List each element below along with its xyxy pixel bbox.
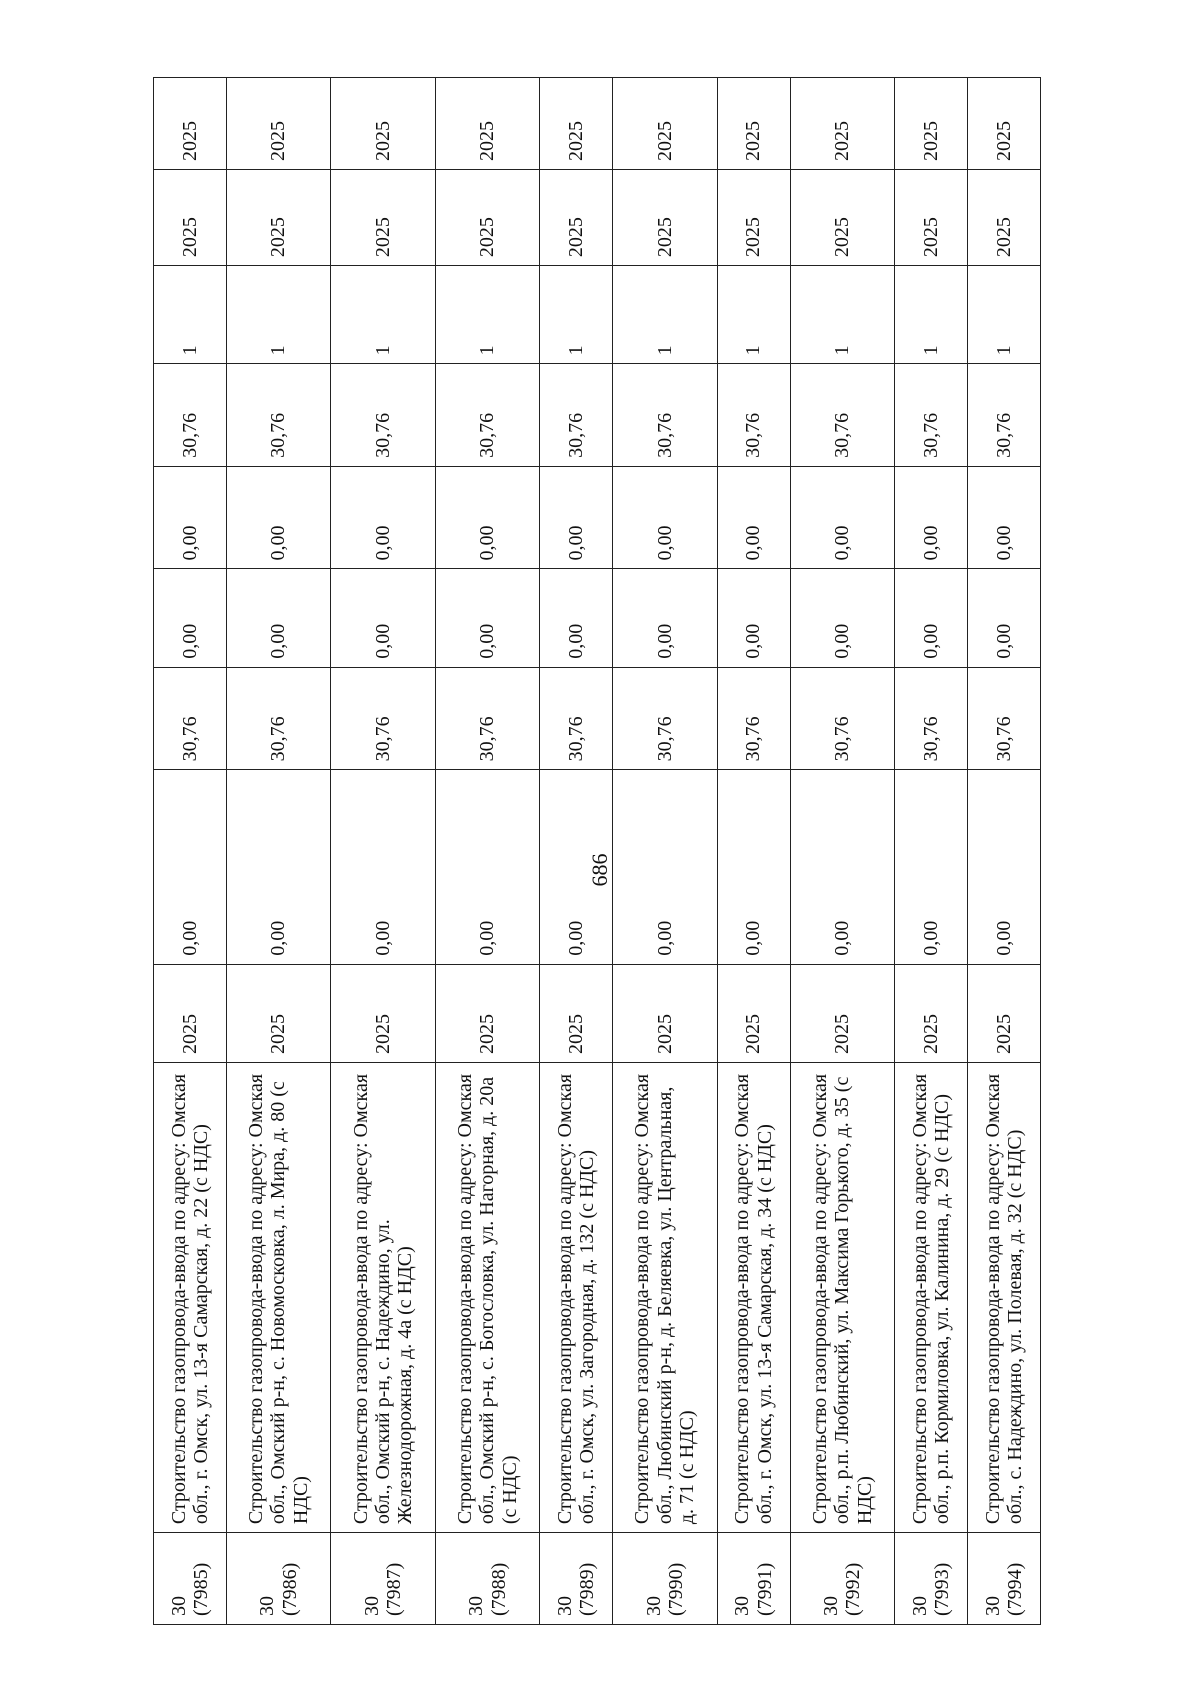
- quantity-text: 1: [178, 345, 201, 356]
- row-number: 30: [256, 1596, 279, 1616]
- year-b-text: 2025: [992, 120, 1015, 161]
- year-a-text: 2025: [267, 217, 290, 258]
- value-1-text: 0,00: [178, 920, 201, 956]
- start-year-text: 2025: [371, 1014, 394, 1055]
- start-year-cell: [967, 964, 1040, 1062]
- value-3-text: 0,00: [178, 623, 201, 659]
- object-name-text: Строительство газопровода-ввода по адресу: Омская обл., г. Омск, ул. 13-я Самарская, д. 22 (с НДС): [167, 1073, 212, 1525]
- start-year-text: 2025: [565, 1014, 588, 1055]
- rotated-table-wrapper: [153, 77, 1041, 1625]
- value-1-text: 0,00: [371, 920, 394, 956]
- start-year-text: 2025: [831, 1014, 854, 1055]
- value-2-cell: [717, 667, 790, 770]
- year-a-text: 2025: [653, 217, 676, 258]
- year-b-cell: [895, 78, 968, 170]
- year-a-text: 2025: [565, 217, 588, 258]
- value-2-cell: [790, 667, 894, 770]
- row-number: 30: [167, 1596, 190, 1616]
- year-a-cell: [331, 169, 435, 265]
- year-a-text: 2025: [178, 217, 201, 258]
- start-year-cell: [790, 964, 894, 1062]
- value-3-cell: [435, 569, 539, 667]
- start-year-cell: [154, 964, 227, 1062]
- value-3-cell: [967, 569, 1040, 667]
- value-1-cell: [613, 770, 717, 964]
- quantity-cell: [226, 266, 330, 364]
- value-1-cell: [790, 770, 894, 964]
- year-b-text: 2025: [831, 120, 854, 161]
- start-year-cell: [435, 964, 539, 1062]
- row-number: 30: [731, 1596, 754, 1616]
- value-4-text: 0,00: [742, 525, 765, 561]
- value-2-text: 30,76: [919, 716, 942, 762]
- row-code: (7985): [189, 1562, 212, 1616]
- value-3-text: 0,00: [267, 623, 290, 659]
- row-number: 30: [908, 1596, 931, 1616]
- value-5-text: 30,76: [653, 412, 676, 458]
- start-year-cell: [540, 964, 613, 1062]
- value-5-text: 30,76: [476, 412, 499, 458]
- value-4-text: 0,00: [831, 525, 854, 561]
- object-name-text: Строительство газопровода-ввода по адресу: Омская обл., р.п. Кормиловка, ул. Калинина, д. 29 (с НДС): [908, 1073, 953, 1525]
- start-year-text: 2025: [267, 1014, 290, 1055]
- value-3-cell: [613, 569, 717, 667]
- object-name-cell: [790, 1063, 894, 1533]
- quantity-cell: [540, 266, 613, 364]
- value-1-text: 0,00: [267, 920, 290, 956]
- row-number: 30: [465, 1596, 488, 1616]
- value-1-cell: [226, 770, 330, 964]
- value-3-text: 0,00: [371, 623, 394, 659]
- value-4-text: 0,00: [653, 525, 676, 561]
- value-3-text: 0,00: [992, 623, 1015, 659]
- object-name-text: Строительство газопровода-ввода по адресу: Омская обл., Омский р-н, с. Надеждино, ул. Железнодорожная, д. 4а (с НДС): [349, 1073, 417, 1525]
- table-row: [154, 78, 227, 1625]
- value-1-text: 0,00: [565, 920, 588, 956]
- value-5-cell: [895, 364, 968, 467]
- object-name-cell: [717, 1063, 790, 1533]
- value-3-text: 0,00: [831, 623, 854, 659]
- value-1-text: 0,00: [476, 920, 499, 956]
- value-2-cell: [154, 667, 227, 770]
- value-5-text: 30,76: [919, 412, 942, 458]
- year-a-cell: [895, 169, 968, 265]
- object-name-text: Строительство газопровода-ввода по адресу: Омская обл., г. Омск, ул. Загородная, д. 132 (с НДС): [553, 1073, 599, 1525]
- value-2-text: 30,76: [565, 716, 588, 762]
- quantity-cell: [967, 266, 1040, 364]
- start-year-text: 2025: [742, 1014, 765, 1055]
- row-code: (7986): [278, 1562, 301, 1616]
- value-4-text: 0,00: [267, 525, 290, 561]
- value-3-cell: [895, 569, 968, 667]
- object-name-cell: [331, 1063, 435, 1533]
- row-code: (7989): [576, 1562, 599, 1616]
- row-number-cell: [154, 1533, 227, 1625]
- object-name-cell: [226, 1063, 330, 1533]
- row-number: 30: [553, 1596, 576, 1616]
- value-5-cell: [613, 364, 717, 467]
- year-b-text: 2025: [178, 120, 201, 161]
- table-body: [154, 78, 1041, 1625]
- row-number-cell: [895, 1533, 968, 1625]
- row-number-cell: [717, 1533, 790, 1625]
- value-2-cell: [895, 667, 968, 770]
- year-b-text: 2025: [653, 120, 676, 161]
- year-b-cell: [226, 78, 330, 170]
- value-5-cell: [790, 364, 894, 467]
- value-2-text: 30,76: [742, 716, 765, 762]
- year-a-cell: [790, 169, 894, 265]
- row-number: 30: [642, 1596, 665, 1616]
- value-2-cell: [540, 667, 613, 770]
- quantity-cell: [717, 266, 790, 364]
- object-name-cell: [895, 1063, 968, 1533]
- year-a-text: 2025: [992, 217, 1015, 258]
- value-5-text: 30,76: [831, 412, 854, 458]
- quantity-text: 1: [565, 345, 588, 356]
- value-1-cell: [895, 770, 968, 964]
- year-b-cell: [717, 78, 790, 170]
- value-1-text: 0,00: [992, 920, 1015, 956]
- quantity-text: 1: [742, 345, 765, 356]
- value-4-cell: [790, 466, 894, 569]
- row-code: (7993): [930, 1562, 953, 1616]
- value-5-cell: [154, 364, 227, 467]
- year-a-cell: [540, 169, 613, 265]
- value-2-text: 30,76: [992, 716, 1015, 762]
- row-number-cell: [226, 1533, 330, 1625]
- row-number-cell: [331, 1533, 435, 1625]
- value-2-text: 30,76: [476, 716, 499, 762]
- value-5-cell: [226, 364, 330, 467]
- year-a-cell: [613, 169, 717, 265]
- value-3-text: 0,00: [476, 623, 499, 659]
- table-row: [790, 78, 894, 1625]
- value-5-text: 30,76: [178, 412, 201, 458]
- value-1-cell: [717, 770, 790, 964]
- table-row: [967, 78, 1040, 1625]
- start-year-text: 2025: [178, 1014, 201, 1055]
- year-a-text: 2025: [476, 217, 499, 258]
- year-a-cell: [226, 169, 330, 265]
- quantity-cell: [154, 266, 227, 364]
- value-5-text: 30,76: [371, 412, 394, 458]
- row-number-cell: [540, 1533, 613, 1625]
- object-name-cell: [613, 1063, 717, 1533]
- year-a-cell: [435, 169, 539, 265]
- row-code: (7987): [383, 1562, 406, 1616]
- value-2-cell: [331, 667, 435, 770]
- value-4-text: 0,00: [565, 525, 588, 561]
- value-2-cell: [226, 667, 330, 770]
- value-3-cell: [790, 569, 894, 667]
- value-5-cell: [717, 364, 790, 467]
- table-row: [226, 78, 330, 1625]
- year-a-cell: [154, 169, 227, 265]
- value-2-text: 30,76: [267, 716, 290, 762]
- value-1-cell: [967, 770, 1040, 964]
- value-1-text: 0,00: [742, 920, 765, 956]
- row-number-cell: [613, 1533, 717, 1625]
- value-4-text: 0,00: [371, 525, 394, 561]
- object-name-text: Строительство газопровода-ввода по адресу: Омская обл., Любинский р-н, д. Беляевка, ул. Центральная, д. 71 (с НДС): [631, 1073, 699, 1525]
- object-name-text: Строительство газопровода-ввода по адресу: Омская обл., г. Омск, ул. 13-я Самарская, д. 34 (с НДС): [731, 1073, 776, 1525]
- table-row: [613, 78, 717, 1625]
- quantity-cell: [331, 266, 435, 364]
- year-b-text: 2025: [267, 120, 290, 161]
- quantity-text: 1: [919, 345, 942, 356]
- value-1-cell: [154, 770, 227, 964]
- object-name-cell: [540, 1063, 613, 1533]
- year-b-text: 2025: [742, 120, 765, 161]
- row-number: 30: [819, 1596, 842, 1616]
- year-b-text: 2025: [919, 120, 942, 161]
- object-name-text: Строительство газопровода-ввода по адресу: Омская обл., Омский р-н, с. Новомосковка, л. Мира, д. 80 (с НДС): [245, 1073, 312, 1525]
- value-4-text: 0,00: [919, 525, 942, 561]
- quantity-text: 1: [831, 345, 854, 356]
- table-row: [540, 78, 613, 1625]
- value-4-cell: [613, 466, 717, 569]
- year-b-cell: [154, 78, 227, 170]
- value-3-cell: [540, 569, 613, 667]
- value-2-text: 30,76: [831, 716, 854, 762]
- value-1-cell: [331, 770, 435, 964]
- quantity-cell: [435, 266, 539, 364]
- quantity-text: 1: [371, 345, 394, 356]
- value-5-text: 30,76: [565, 412, 588, 458]
- value-1-text: 0,00: [919, 920, 942, 956]
- value-2-text: 30,76: [178, 716, 201, 762]
- start-year-text: 2025: [992, 1014, 1015, 1055]
- value-5-cell: [331, 364, 435, 467]
- start-year-cell: [717, 964, 790, 1062]
- start-year-text: 2025: [919, 1014, 942, 1055]
- object-name-cell: [154, 1063, 227, 1533]
- year-b-text: 2025: [565, 120, 588, 161]
- quantity-text: 1: [476, 345, 499, 356]
- year-b-text: 2025: [371, 120, 394, 161]
- value-1-cell: [435, 770, 539, 964]
- year-a-text: 2025: [742, 217, 765, 258]
- start-year-text: 2025: [476, 1014, 499, 1055]
- row-number: 30: [360, 1596, 383, 1616]
- year-a-text: 2025: [831, 217, 854, 258]
- value-4-text: 0,00: [178, 525, 201, 561]
- quantity-cell: [895, 266, 968, 364]
- year-b-cell: [613, 78, 717, 170]
- data-table: [153, 77, 1041, 1625]
- value-5-text: 30,76: [267, 412, 290, 458]
- value-2-cell: [967, 667, 1040, 770]
- year-b-cell: [331, 78, 435, 170]
- year-b-cell: [540, 78, 613, 170]
- table-row: [895, 78, 968, 1625]
- row-code: (7990): [664, 1562, 687, 1616]
- value-3-cell: [154, 569, 227, 667]
- value-1-text: 0,00: [653, 920, 676, 956]
- value-3-cell: [717, 569, 790, 667]
- object-name-text: Строительство газопровода-ввода по адресу: Омская обл., р.п. Любинский, ул. Максима Горького, д. 35 (с НДС): [808, 1073, 876, 1525]
- value-3-text: 0,00: [565, 623, 588, 659]
- table-row: [435, 78, 539, 1625]
- year-b-cell: [967, 78, 1040, 170]
- object-name-cell: [967, 1063, 1040, 1533]
- value-4-text: 0,00: [992, 525, 1015, 561]
- value-5-cell: [967, 364, 1040, 467]
- value-3-text: 0,00: [919, 623, 942, 659]
- start-year-cell: [895, 964, 968, 1062]
- row-code: (7994): [1003, 1562, 1026, 1616]
- row-code: (7991): [753, 1562, 776, 1616]
- value-3-text: 0,00: [653, 623, 676, 659]
- value-4-cell: [226, 466, 330, 569]
- value-4-cell: [540, 466, 613, 569]
- value-3-text: 0,00: [742, 623, 765, 659]
- value-3-cell: [331, 569, 435, 667]
- value-4-cell: [967, 466, 1040, 569]
- start-year-text: 2025: [653, 1014, 676, 1055]
- year-b-cell: [435, 78, 539, 170]
- value-5-cell: [435, 364, 539, 467]
- value-1-cell: [540, 770, 613, 964]
- value-2-cell: [613, 667, 717, 770]
- row-number-cell: [967, 1533, 1040, 1625]
- quantity-text: 1: [267, 345, 290, 356]
- year-a-text: 2025: [371, 217, 394, 258]
- value-2-cell: [435, 667, 539, 770]
- row-number-cell: [435, 1533, 539, 1625]
- value-5-text: 30,76: [992, 412, 1015, 458]
- value-4-cell: [717, 466, 790, 569]
- value-5-text: 30,76: [742, 412, 765, 458]
- start-year-cell: [226, 964, 330, 1062]
- value-1-text: 0,00: [831, 920, 854, 956]
- year-b-text: 2025: [476, 120, 499, 161]
- year-a-cell: [717, 169, 790, 265]
- row-number: 30: [981, 1596, 1004, 1616]
- page-number: 686: [587, 853, 612, 887]
- start-year-cell: [613, 964, 717, 1062]
- start-year-cell: [331, 964, 435, 1062]
- row-code: (7988): [487, 1562, 510, 1616]
- row-code: (7992): [842, 1562, 865, 1616]
- value-2-text: 30,76: [371, 716, 394, 762]
- object-name-cell: [435, 1063, 539, 1533]
- quantity-cell: [790, 266, 894, 364]
- value-4-cell: [331, 466, 435, 569]
- value-4-text: 0,00: [476, 525, 499, 561]
- table-row: [331, 78, 435, 1625]
- row-number-cell: [790, 1533, 894, 1625]
- value-4-cell: [435, 466, 539, 569]
- year-b-cell: [790, 78, 894, 170]
- table-row: [717, 78, 790, 1625]
- value-4-cell: [895, 466, 968, 569]
- value-4-cell: [154, 466, 227, 569]
- quantity-text: 1: [992, 345, 1015, 356]
- object-name-text: Строительство газопровода-ввода по адресу: Омская обл., с. Надеждино, ул. Полевая, д. 32 (с НДС): [981, 1073, 1026, 1525]
- year-a-cell: [967, 169, 1040, 265]
- quantity-text: 1: [653, 345, 676, 356]
- value-5-cell: [540, 364, 613, 467]
- value-2-text: 30,76: [653, 716, 676, 762]
- object-name-text: Строительство газопровода-ввода по адресу: Омская обл., Омский р-н, с. Богословка, ул. Нагорная, д. 20а (с НДС): [453, 1073, 521, 1525]
- year-a-text: 2025: [919, 217, 942, 258]
- value-3-cell: [226, 569, 330, 667]
- quantity-cell: [613, 266, 717, 364]
